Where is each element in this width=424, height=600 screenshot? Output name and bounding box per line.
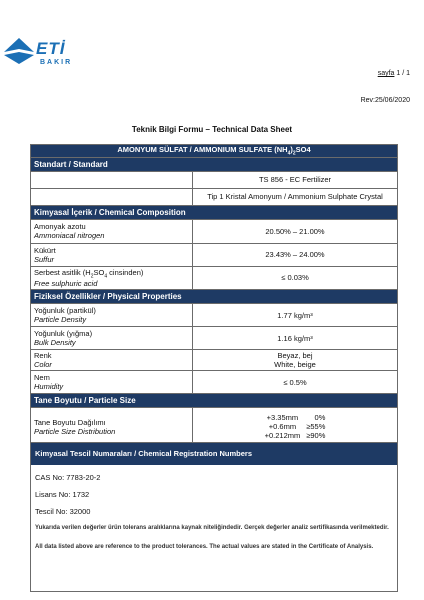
spec-table xyxy=(30,144,398,446)
product-header-row xyxy=(31,145,398,158)
table-row: Tip 1 Kristal Amonyum / Ammonium Sulphate Crystal xyxy=(31,188,398,205)
logo-mark-icon xyxy=(2,36,36,66)
table-row: Nem Humidity ≤ 0.5% xyxy=(31,371,398,394)
registration-box xyxy=(30,442,398,592)
section-chemical: Kimyasal İçerik / Chemical Composition xyxy=(31,205,398,219)
section-standard: Standart / Standard xyxy=(31,157,398,171)
table-row: TS 856 - EC Fertilizer xyxy=(31,171,398,188)
table-row: Yoğunluk (partikül) Particle Density 1.77 kg/m³ xyxy=(31,304,398,327)
logo-subtitle: BAKIR xyxy=(40,59,73,66)
registry-number: Tescil No: 32000 xyxy=(35,507,91,516)
revision-date: Rev:25/06/2020 xyxy=(360,97,410,104)
company-logo xyxy=(2,36,94,76)
table-row: Yoğunluk (yığma) Bulk Density 1.16 kg/m³ xyxy=(31,327,398,350)
particle-distribution: +3.35mm 0% +0.6mm ≥55% +0.212mm ≥90% xyxy=(264,413,326,440)
table-row: Serbest asitlik ($H_2SO_4$ cinsinden) Free sulphuric acid ≤ 0.03% xyxy=(31,266,398,290)
logo-wordmark: ETİ xyxy=(36,39,66,58)
product-name: AMONYUM SÜLFAT / AMMONIUM SULFATE $(NH_4)_2SO4$ xyxy=(31,145,398,158)
registration-heading: Kimyasal Tescil Numaraları / Chemical Registration Numbers xyxy=(31,443,397,465)
document-title: Teknik Bilgi Formu – Technical Data Sheet xyxy=(131,125,293,134)
page-value: 1 / 1 xyxy=(396,70,410,77)
license-number: Lisans No: 1732 xyxy=(35,490,90,499)
table-row: Kükürt Suffur 23.43% – 24.00% xyxy=(31,243,398,266)
cas-number: CAS No: 7783-20-2 xyxy=(35,473,101,482)
table-row: Tane Boyutu Dağılımı Particle Size Distribution +3.35mm 0% +0.6mm ≥55% +0.212mm ≥90% xyxy=(31,408,398,446)
section-physical: Fiziksel Özellikler / Physical Properties xyxy=(31,290,398,304)
note-english: All data listed above are reference to the product tolerances. The actual values are stated in the Certificate of Analysis. xyxy=(35,544,374,550)
note-turkish: Yukarıda verilen değerler ürün tolerans aralıklarına kaynak niteliğindedir. Gerçek değerler analiz sertifikasında verilmektedir. xyxy=(35,525,389,531)
section-particle: Tane Boyutu / Particle Size xyxy=(31,394,398,408)
table-row: Renk Color Beyaz, bej White, beige xyxy=(31,350,398,371)
table-row: Amonyak azotu Ammoniacal nitrogen 20.50% – 21.00% xyxy=(31,219,398,243)
page-label: sayfa xyxy=(377,70,395,77)
page-number xyxy=(378,70,410,77)
